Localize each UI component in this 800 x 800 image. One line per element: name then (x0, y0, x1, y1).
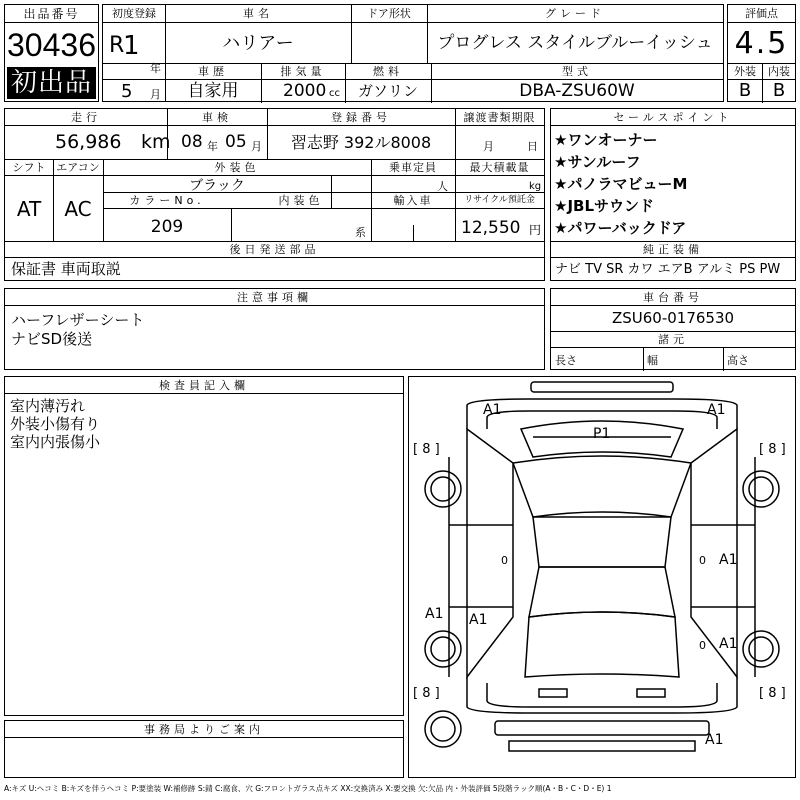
rear-window (529, 567, 675, 617)
damage-mark: P1 (593, 426, 611, 442)
color-no-value: 209 (150, 217, 184, 237)
mileage-value: 56,986 (55, 131, 122, 153)
length-label: 長さ (555, 354, 577, 367)
sales-point-item: ★パワーバックドア (554, 219, 687, 237)
later-parts-label: 後日発送部品 (229, 243, 320, 256)
color-no-label: カラーNo. (129, 194, 205, 207)
history-value: 自家用 (187, 81, 239, 101)
inspector-line: 室内薄汚れ (10, 397, 86, 415)
transfer-deadline-label: 譲渡書類期限 (463, 111, 536, 124)
load-label: 最大積載量 (469, 161, 530, 174)
inspector-line: 外装小傷有り (10, 415, 101, 433)
main-header-box (102, 4, 724, 102)
lot-box (4, 4, 99, 102)
capacity-unit: 人 (437, 180, 448, 193)
int-color-label: 内装色 (278, 194, 324, 207)
inspection-label: 車検 (202, 111, 232, 124)
chassis-value: ZSU60-0176530 (611, 309, 735, 327)
sales-point-item: ★パノラマビューM (554, 175, 688, 193)
spec-label: 諸元 (658, 333, 688, 346)
left-side (467, 429, 513, 677)
lot-label: 出品番号 (23, 7, 80, 21)
trunk (525, 612, 679, 677)
damage-mark: A1 (705, 732, 724, 748)
score-label: 評価点 (745, 7, 778, 20)
details-box (4, 108, 545, 281)
damage-mark: A1 (719, 552, 738, 568)
shift-label: シフト (12, 161, 46, 174)
tread-bracket-rl: [ 8 ] (413, 686, 440, 701)
sales-points-list (554, 129, 687, 239)
sales-point-item: ★サンルーフ (554, 153, 641, 171)
aircon-value: AC (64, 197, 92, 221)
history-label: 車歴 (198, 65, 228, 78)
car-diagram-box (408, 376, 796, 778)
tread-bracket-fr: [ 8 ] (759, 442, 786, 457)
tread-bracket-fl: [ 8 ] (413, 442, 440, 457)
int-score: B (772, 80, 786, 101)
inspection-month: 05 (225, 132, 247, 152)
notes-box (4, 288, 545, 370)
ext-score: B (738, 80, 752, 101)
inspection-year-unit: 年 (207, 140, 218, 153)
registration-value: 習志野 392ル8008 (290, 133, 432, 152)
damage-mark: A1 (469, 612, 488, 628)
lot-number: 30436 (7, 27, 96, 63)
height-label: 高さ (727, 354, 749, 367)
damage-mark: A1 (707, 402, 726, 418)
sales-point-item: ★JBLサウンド (554, 197, 655, 215)
sales-points-box (550, 108, 796, 281)
rear-bumper (495, 721, 709, 735)
recycle-label: リサイクル預託金 (464, 195, 535, 205)
displacement-label: 排気量 (280, 65, 326, 78)
capacity-label: 乗車定員 (389, 161, 437, 174)
ext-color-value: ブラック (189, 178, 245, 194)
grade-label: グレード (545, 7, 605, 20)
grade-value: プログレス スタイルブルーイッシュ (437, 33, 713, 53)
office-box (4, 720, 404, 778)
roof (533, 517, 671, 567)
mileage-label: 走行 (71, 111, 101, 124)
inspector-box (4, 376, 404, 716)
tire-zero-fr: 0 (699, 554, 706, 567)
genuine-value: ナビ TV SR カワ エアB アルミ PS PW (555, 262, 781, 277)
sales-point-item: ★ワンオーナー (554, 131, 658, 149)
load-unit: kg (529, 181, 542, 192)
windshield (513, 456, 691, 517)
month-num: 5 (121, 81, 133, 102)
tire-zero-rr: 0 (699, 639, 706, 652)
aircon-label: エアコン (56, 161, 100, 174)
fuel-label: 燃料 (373, 65, 403, 78)
era: R (109, 33, 125, 58)
transfer-month-unit: 月 (483, 140, 494, 153)
inspector-label: 検査員記入欄 (159, 379, 249, 392)
car-name: ハリアー (222, 33, 294, 54)
transfer-day-unit: 日 (527, 140, 538, 153)
notes-label: 注意事項欄 (237, 291, 312, 304)
office-label: 事務局よりご案内 (144, 723, 264, 736)
inspection-year: 08 (181, 132, 203, 152)
damage-mark: A1 (719, 636, 738, 652)
ext-score-label: 外装 (734, 65, 756, 78)
chassis-box (550, 288, 796, 370)
model-label: 型式 (562, 65, 592, 78)
later-parts-value: 保証書 車両取説 (11, 260, 121, 278)
damage-mark: A1 (483, 402, 502, 418)
score-value: 4.5 (734, 26, 789, 61)
tread-bracket-rr: [ 8 ] (759, 686, 786, 701)
year-unit: 年 (150, 62, 161, 75)
inspection-month-unit: 月 (251, 140, 262, 153)
inspector-line: 室内内張傷小 (10, 433, 101, 451)
damage-mark: A1 (425, 606, 444, 622)
door-label: ドア形状 (367, 7, 411, 20)
ext-color-label: 外装色 (214, 161, 260, 174)
inspector-lines (10, 397, 100, 451)
recycle-unit: 円 (529, 223, 542, 237)
month-unit: 月 (150, 88, 161, 101)
chassis-label: 車台番号 (643, 291, 703, 304)
car-name-label: 車名 (243, 7, 273, 20)
shift-value: AT (16, 197, 42, 221)
score-box (727, 4, 796, 102)
year-num: 1 (123, 31, 140, 61)
legend: A:キズ U:ヘコミ B:キズを伴うヘコミ P:要塗装 W:補修跡 S:錆 C:腐食、穴 G:フロントガラス点キズ XX:交換済み X:要交換 欠:欠品 内・外装評価 5段階ラック順(A・B・C・D・E) 1 (4, 784, 612, 793)
genuine-label: 純正装備 (643, 243, 703, 256)
fuel-value: ガソリン (357, 82, 418, 100)
front-body (467, 399, 737, 429)
mileage-unit: km (141, 131, 171, 153)
first-listing-badge: 初出品 (7, 67, 96, 99)
model-value: DBA-ZSU60W (519, 81, 635, 101)
tire-zero-fl: 0 (501, 554, 508, 567)
int-score-label: 内装 (768, 65, 790, 78)
import-label: 輸入車 (393, 194, 433, 207)
note-line: ナビSD後送 (11, 330, 93, 348)
recycle-value: 12,550 (461, 218, 521, 238)
first-reg-label: 初度登録 (112, 7, 156, 20)
registration-label: 登録番号 (331, 111, 391, 124)
int-color-unit: 系 (355, 226, 366, 239)
front-bumper (531, 382, 673, 392)
displacement-unit: cc (329, 88, 340, 99)
width-label: 幅 (647, 354, 658, 367)
sales-points-label: セールスポイント (613, 111, 733, 124)
note-line: ハーフレザーシート (11, 311, 145, 329)
notes-lines (11, 311, 144, 349)
displacement-value: 2000 (283, 81, 327, 101)
